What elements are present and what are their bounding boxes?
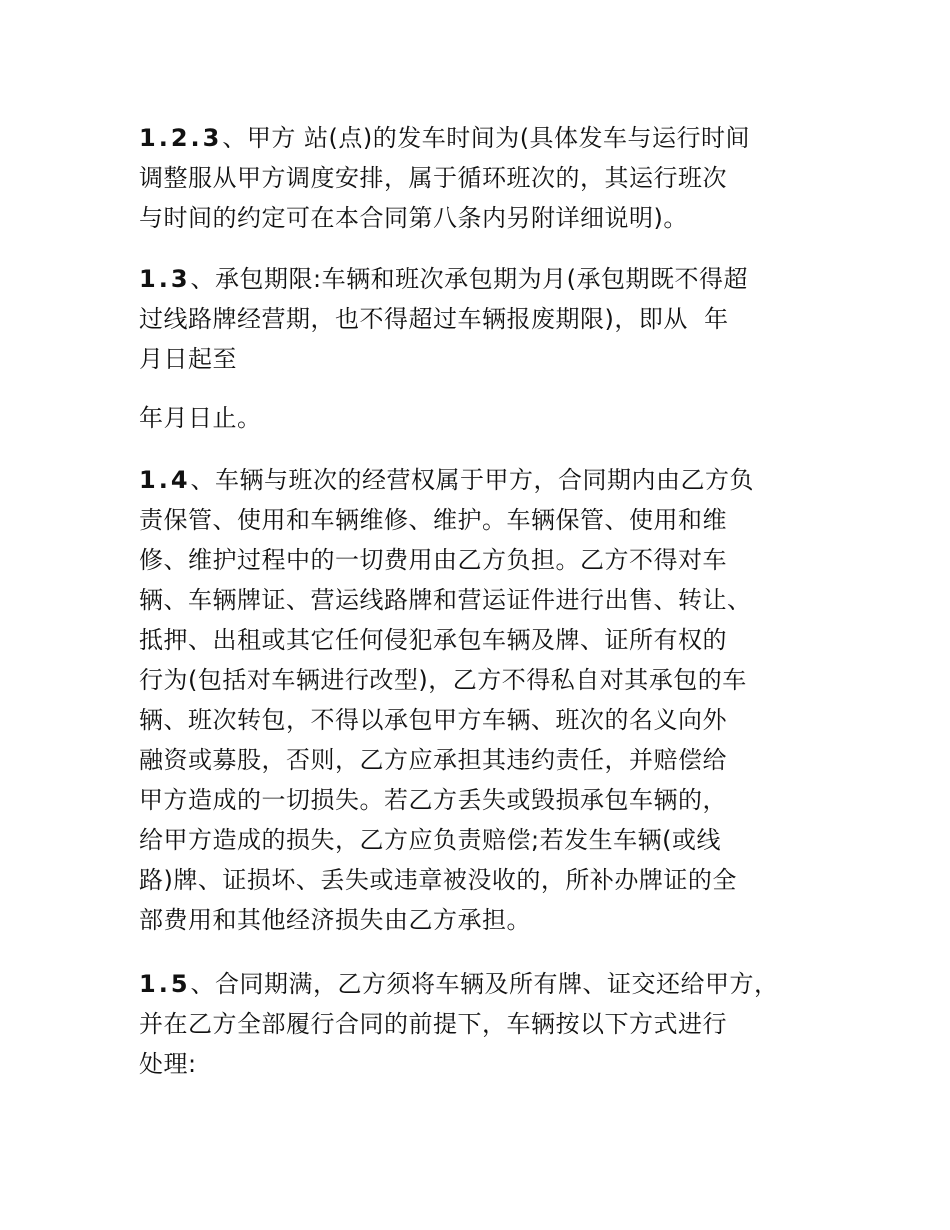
clause-number: 1.3 bbox=[139, 265, 191, 293]
clause-line: 并在乙方全部履行合同的前提下，车辆按以下方式进行 bbox=[139, 1010, 727, 1038]
clause-number: 1.5 bbox=[139, 970, 191, 998]
clause-1-3 bbox=[139, 259, 839, 379]
clause-1-4 bbox=[139, 460, 839, 940]
clause-text: 、承包期限:车辆和班次承包期为月(承包期既不得超 bbox=[190, 265, 748, 293]
clause-number: 1.2.3 bbox=[139, 124, 223, 152]
clause-line: 修、维护过程中的一切费用由乙方负担。乙方不得对车 bbox=[139, 546, 727, 574]
clause-line: 处理: bbox=[139, 1050, 197, 1078]
clause-line: 年月日止。 bbox=[139, 404, 262, 432]
clause-line: 辆、车辆牌证、营运线路牌和营运证件进行出售、转让、 bbox=[139, 586, 752, 614]
clause-1-5 bbox=[139, 964, 839, 1084]
clause-line: 抵押、出租或其它任何侵犯承包车辆及牌、证所有权的 bbox=[139, 626, 727, 654]
clause-line bbox=[139, 964, 839, 1004]
clause-line bbox=[139, 259, 839, 299]
clause-line: 与时间的约定可在本合同第八条内另附详细说明)。 bbox=[139, 204, 688, 232]
clause-line: 调整服从甲方调度安排，属于循环班次的，其运行班次 bbox=[139, 164, 727, 192]
clause-text: 、车辆与班次的经营权属于甲方，合同期内由乙方负 bbox=[190, 466, 755, 494]
clause-line: 融资或募股，否则，乙方应承担其违约责任，并赔偿给 bbox=[139, 746, 727, 774]
clause-line: 月日起至 bbox=[139, 345, 237, 373]
clause-line: 路)牌、证损坏、丢失或违章被没收的，所补办牌证的全 bbox=[139, 866, 737, 894]
clause-line bbox=[139, 118, 839, 158]
clause-number: 1.4 bbox=[139, 466, 191, 494]
clause-line: 辆、班次转包，不得以承包甲方车辆、班次的名义向外 bbox=[139, 706, 727, 734]
clause-line: 甲方造成的一切损失。若乙方丢失或毁损承包车辆的， bbox=[139, 786, 727, 814]
clause-1-3-continued bbox=[139, 398, 839, 438]
clause-text: 、甲方 站(点)的发车时间为(具体发车与运行时间 bbox=[222, 124, 751, 152]
clause-line: 部费用和其他经济损失由乙方承担。 bbox=[139, 906, 531, 934]
clause-line bbox=[139, 460, 839, 500]
clause-line: 责保管、使用和车辆维修、维护。车辆保管、使用和维 bbox=[139, 506, 727, 534]
clause-line: 过线路牌经营期，也不得超过车辆报废期限)，即从 年 bbox=[139, 305, 729, 333]
clause-line: 给甲方造成的损失，乙方应负责赔偿;若发生车辆(或线 bbox=[139, 826, 721, 854]
clause-text: 、合同期满，乙方须将车辆及所有牌、证交还给甲方， bbox=[190, 970, 779, 998]
clause-line: 行为(包括对车辆进行改型)，乙方不得私自对其承包的车 bbox=[139, 666, 747, 694]
clause-1-2-3 bbox=[139, 118, 839, 238]
